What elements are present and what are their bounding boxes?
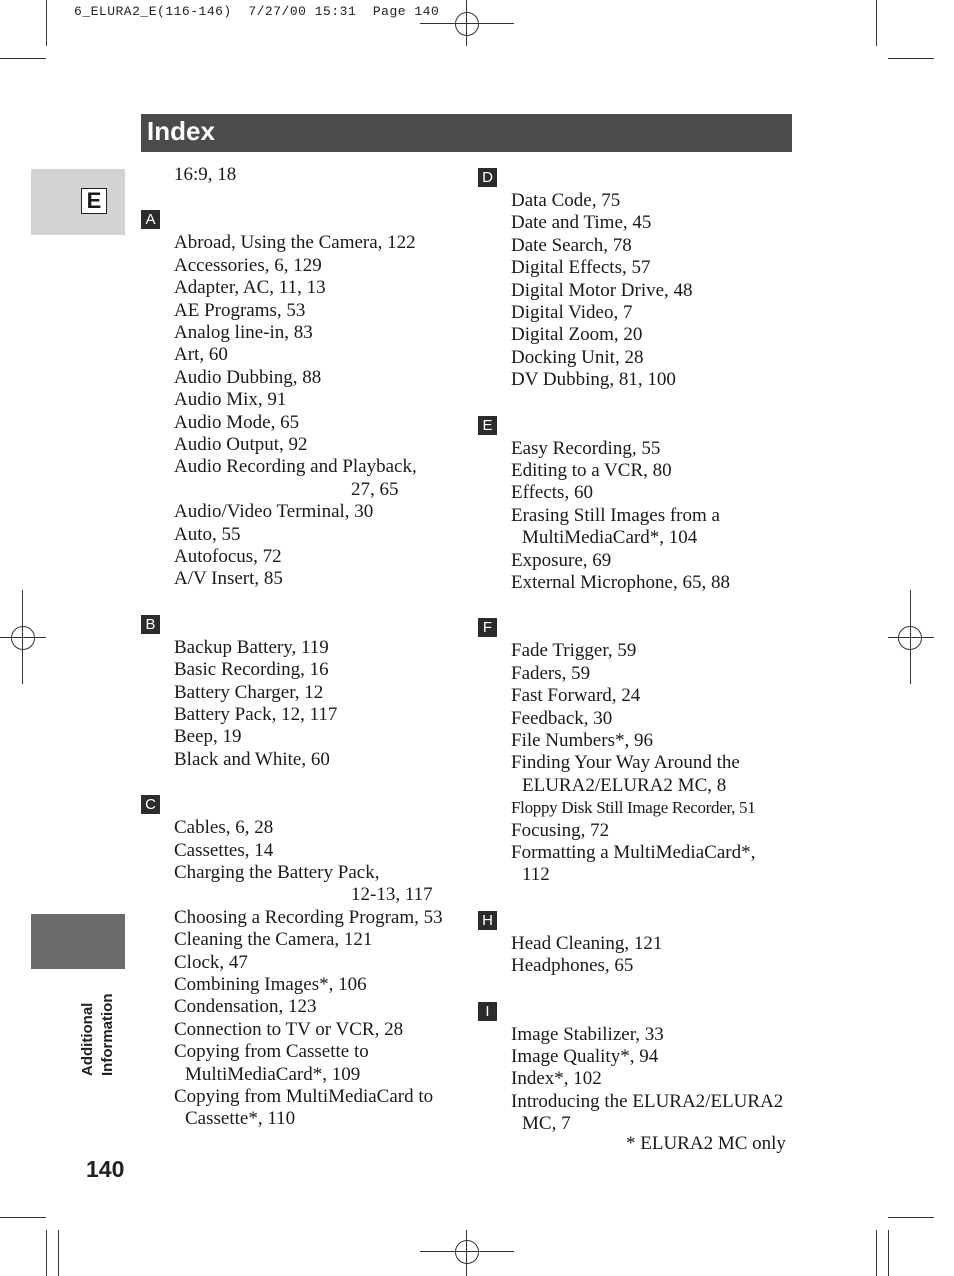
index-entry: Clock, 47 bbox=[174, 951, 248, 973]
index-entry: Combining Images*, 106 bbox=[174, 974, 367, 995]
index-entry: File Numbers*, 96 bbox=[511, 730, 653, 751]
index-entry: Audio Output, 92 bbox=[174, 434, 308, 455]
footnote: * ELURA2 MC only bbox=[626, 1133, 786, 1154]
index-entry: Audio Recording and Playback, bbox=[174, 456, 417, 478]
section-letter: D bbox=[478, 168, 497, 187]
index-entry: Editing to a VCR, 80 bbox=[511, 460, 672, 481]
index-entry: Analog line-in, 83 bbox=[174, 322, 313, 343]
index-entry: DV Dubbing, 81, 100 bbox=[511, 369, 676, 391]
index-entry: Battery Charger, 12 bbox=[174, 681, 324, 703]
index-entry: Focusing, 72 bbox=[511, 819, 610, 841]
index-entry: Effects, 60 bbox=[511, 482, 593, 504]
index-entry: Abroad, Using the Camera, 122 bbox=[174, 232, 416, 254]
index-entry: Battery Pack, 12, 117 bbox=[174, 704, 338, 725]
index-entry: Copying from MultiMediaCard to bbox=[174, 1086, 434, 1107]
index-entry: Fast Forward, 24 bbox=[511, 685, 641, 707]
index-entry: Art, 60 bbox=[174, 344, 228, 366]
index-entry: Black and White, 60 bbox=[174, 748, 330, 770]
print-slug: 6_ELURA2_E(116-146) 7/27/00 15:31 Page 140 bbox=[74, 4, 440, 19]
index-entry: AE Programs, 53 bbox=[174, 299, 306, 321]
index-entry: Charging the Battery Pack, bbox=[174, 862, 380, 883]
section-letter: B bbox=[141, 615, 160, 634]
section-letter: I bbox=[478, 1002, 497, 1021]
index-entry: Audio/Video Terminal, 30 bbox=[174, 501, 374, 523]
index-entry-continuation: MultiMediaCard*, 104 bbox=[522, 527, 698, 549]
index-entry: A/V Insert, 85 bbox=[174, 568, 283, 590]
index-entry-continuation: ELURA2/ELURA2 MC, 8 bbox=[522, 774, 727, 796]
index-entry: Condensation, 123 bbox=[174, 996, 317, 1018]
index-entry: Feedback, 30 bbox=[511, 707, 613, 729]
language-tab-letter: E bbox=[81, 188, 107, 214]
index-entry: Data Code, 75 bbox=[511, 190, 621, 211]
page-number: 140 bbox=[86, 1156, 125, 1182]
index-entry: Exposure, 69 bbox=[511, 549, 612, 571]
index-entry: Choosing a Recording Program, 53 bbox=[174, 906, 443, 928]
index-entry-continuation: MultiMediaCard*, 109 bbox=[185, 1063, 361, 1085]
index-entry: Floppy Disk Still Image Recorder, 51 bbox=[511, 798, 756, 818]
side-label-line-1: Additional bbox=[79, 1002, 96, 1076]
index-entry-continuation: MC, 7 bbox=[522, 1113, 571, 1135]
index-entry: Erasing Still Images from a bbox=[511, 504, 720, 526]
index-title-bar bbox=[141, 114, 792, 152]
index-entry-continuation: 12-13, 117 bbox=[351, 884, 433, 906]
index-entry: Audio Dubbing, 88 bbox=[174, 366, 322, 388]
index-entry: Accessories, 6, 129 bbox=[174, 254, 322, 276]
index-entry: External Microphone, 65, 88 bbox=[511, 572, 730, 593]
index-entry: Backup Battery, 119 bbox=[174, 636, 329, 658]
section-letter: H bbox=[478, 911, 497, 930]
index-entry-continuation: 112 bbox=[522, 864, 550, 886]
index-entry: Image Stabilizer, 33 bbox=[511, 1023, 664, 1045]
index-entry: Index*, 102 bbox=[511, 1068, 602, 1090]
index-entry: Docking Unit, 28 bbox=[511, 346, 644, 368]
section-letter: F bbox=[478, 618, 497, 637]
index-entry: Finding Your Way Around the bbox=[511, 752, 740, 774]
index-entry: Cleaning the Camera, 121 bbox=[174, 929, 373, 951]
index-entry: Digital Zoom, 20 bbox=[511, 324, 643, 346]
index-entry: Date Search, 78 bbox=[511, 234, 632, 256]
language-tab bbox=[31, 169, 125, 235]
index-entry: Introducing the ELURA2/ELURA2 bbox=[511, 1090, 784, 1112]
index-entry: Date and Time, 45 bbox=[511, 212, 652, 234]
index-entry: Faders, 59 bbox=[511, 662, 591, 684]
index-entry: Head Cleaning, 121 bbox=[511, 932, 663, 954]
index-entry: Audio Mode, 65 bbox=[174, 411, 300, 433]
index-entry: Digital Video, 7 bbox=[511, 302, 633, 323]
index-entry: Auto, 55 bbox=[174, 523, 241, 545]
index-entry: Copying from Cassette to bbox=[174, 1041, 369, 1063]
index-entry: Cassettes, 14 bbox=[174, 839, 274, 861]
index-entry: Audio Mix, 91 bbox=[174, 389, 287, 411]
section-letter: E bbox=[478, 416, 497, 435]
index-entry: Easy Recording, 55 bbox=[511, 437, 661, 459]
index-entry: Digital Motor Drive, 48 bbox=[511, 279, 693, 301]
index-entry: Beep, 19 bbox=[174, 726, 242, 748]
index-entry: Connection to TV or VCR, 28 bbox=[174, 1018, 404, 1040]
side-label-line-2: Information bbox=[99, 993, 116, 1076]
index-entry: Headphones, 65 bbox=[511, 955, 634, 977]
index-entry: Formatting a MultiMediaCard*, bbox=[511, 842, 756, 863]
page-title: Index bbox=[147, 116, 215, 146]
index-entry: Autofocus, 72 bbox=[174, 546, 282, 567]
index-entry-continuation: 27, 65 bbox=[351, 478, 399, 500]
section-letter: C bbox=[141, 795, 160, 814]
index-entry: Adapter, AC, 11, 13 bbox=[174, 277, 326, 299]
index-entry: Digital Effects, 57 bbox=[511, 257, 651, 279]
index-entry-continuation: Cassette*, 110 bbox=[185, 1108, 296, 1130]
section-side-label bbox=[78, 876, 118, 1076]
section-letter: A bbox=[141, 210, 160, 229]
index-entry: 16:9, 18 bbox=[174, 164, 237, 185]
index-entry: Basic Recording, 16 bbox=[174, 659, 329, 681]
index-entry: Cables, 6, 28 bbox=[174, 817, 274, 839]
index-entry: Image Quality*, 94 bbox=[511, 1046, 659, 1067]
index-entry: Fade Trigger, 59 bbox=[511, 640, 637, 662]
